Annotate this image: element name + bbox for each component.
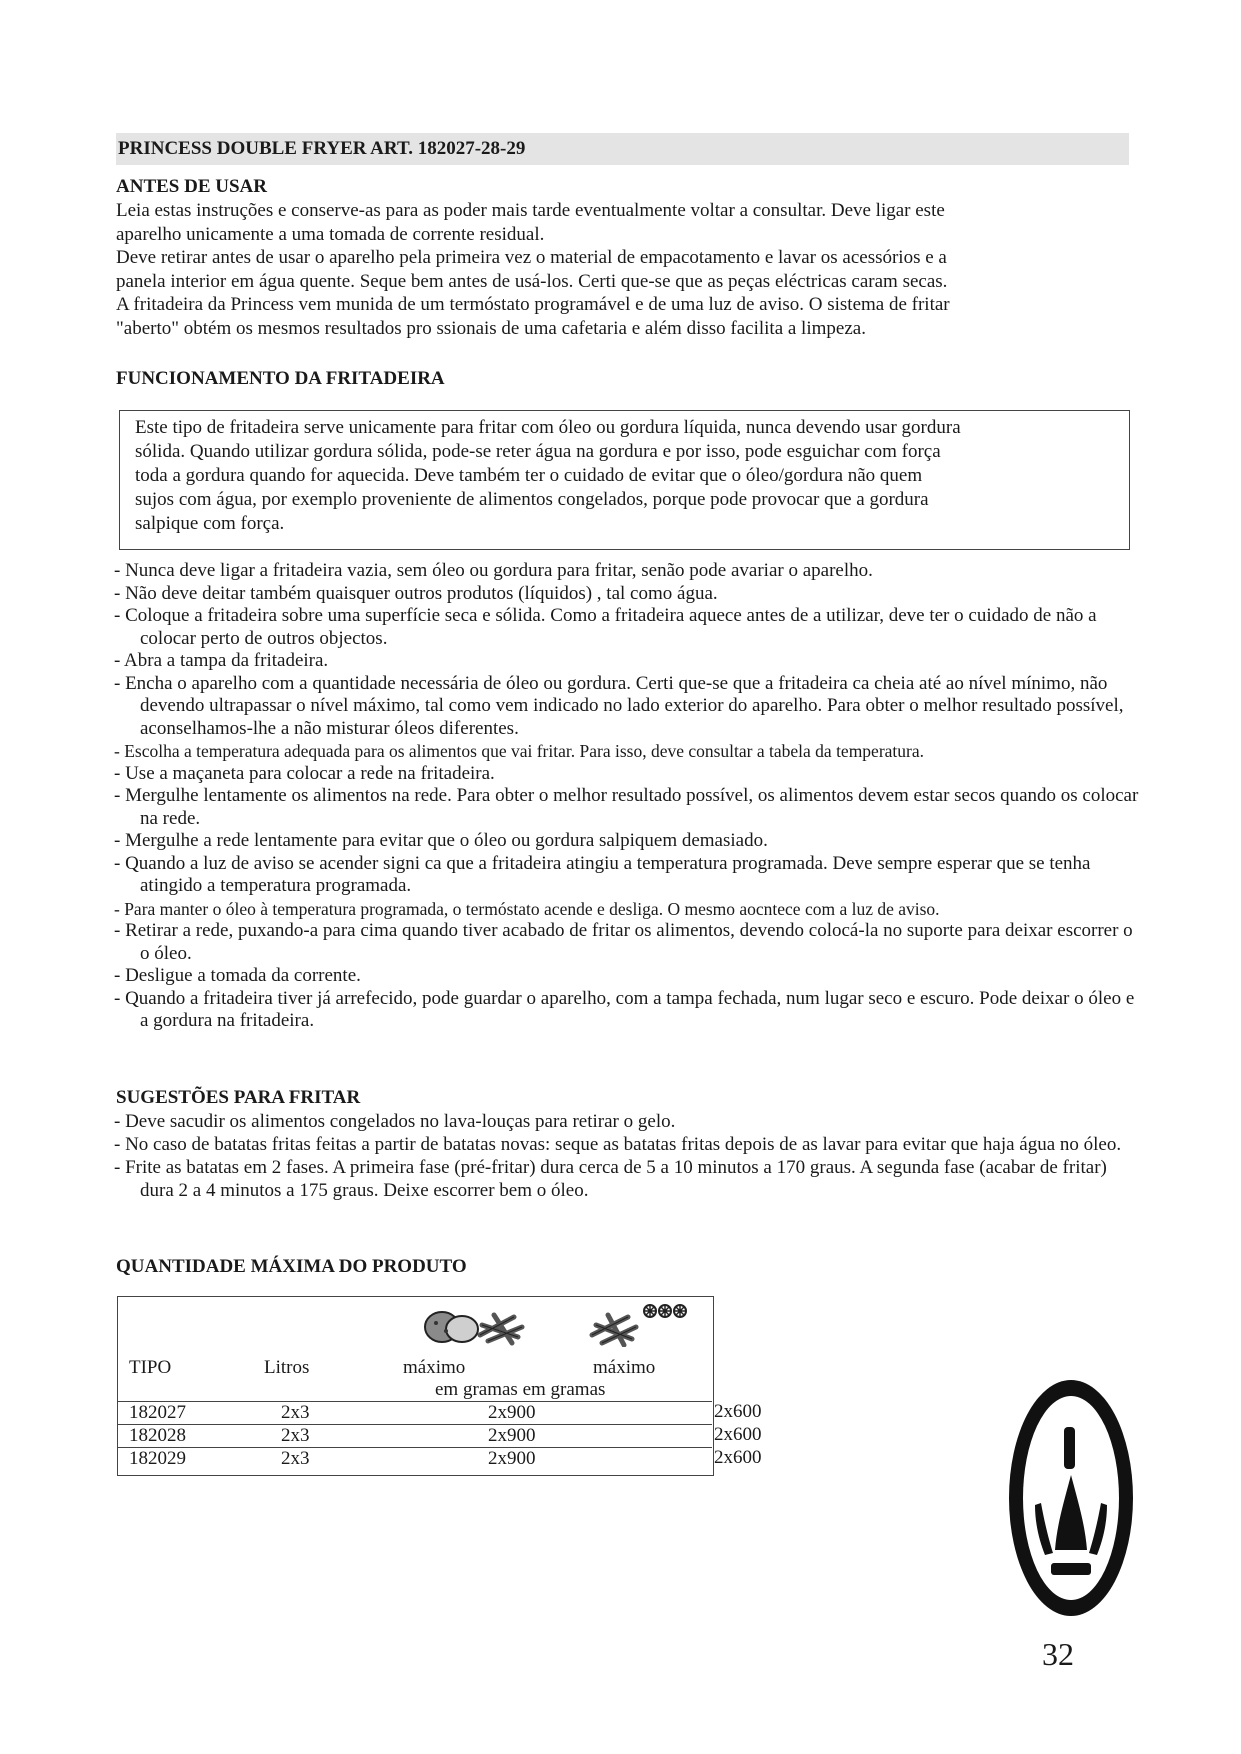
list-item: - Deve sacudir os alimentos congelados no lava-louças para retirar o gelo. xyxy=(114,1111,676,1132)
section-heading-funcionamento: FUNCIONAMENTO DA FRITADEIRA xyxy=(116,368,445,389)
col-header-max-frozen: máximo xyxy=(593,1357,656,1378)
page-number: 32 xyxy=(1042,1636,1074,1672)
princess-crown-logo-icon xyxy=(1005,1375,1137,1621)
frozen-fries-icon xyxy=(588,1299,688,1347)
list-item: - Frite as batatas em 2 fases. A primeira fase (pré-fritar) dura cerca de 5 a 10 minutos a 170 graus. A segunda fase (acabar de fritar) dura 2 a 4 minutos a 175 graus. Deixe escorrer bem o óleo. xyxy=(114,1157,1107,1201)
table-cell-tipo: 182029 xyxy=(129,1448,186,1469)
text-line: A fritadeira da Princess vem munida de um termóstato programável e de uma luz de aviso. O sistema de fritar xyxy=(116,294,950,315)
list-item: - Coloque a fritadeira sobre uma superfície seca e sólida. Como a fritadeira aquece antes de a utilizar, deve ter o cuidado de não a colocar perto de outros objectos. xyxy=(114,605,1097,649)
list-item: - Quando a fritadeira tiver já arrefecido, pode guardar o aparelho, com a tampa fechada, num lugar seco e escuro. Pode deixar o óleo e a gordura na fritadeira. xyxy=(114,987,1135,1031)
text-line: sólida. Quando utilizar gordura sólida, pode-se reter água na gordura e por isso, pode esguichar com força xyxy=(135,441,941,462)
table-cell-fresh: 2x900 xyxy=(488,1448,536,1469)
list-item: - Retirar a rede, puxando-a para cima quando tiver acabado de fritar os alimentos, devendo colocá-la no suporte para deixar escorrer o o óleo. xyxy=(114,920,1133,964)
col-header-litros: Litros xyxy=(264,1357,310,1378)
text-line: toda a gordura quando for aquecida. Deve também ter o cuidado de evitar que o óleo/gordura não quem xyxy=(135,465,923,486)
list-item: - Não deve deitar também quaisquer outros produtos (líquidos) , tal como água. xyxy=(114,582,718,604)
text-line: Deve retirar antes de usar o aparelho pela primeira vez o material de empacotamento e lavar os acessórios e a xyxy=(116,247,947,268)
table-cell-litros: 2x3 xyxy=(281,1425,310,1446)
warning-box xyxy=(119,410,1130,550)
section-heading-sugestoes: SUGESTÕES PARA FRITAR xyxy=(116,1087,361,1108)
table-cell-litros: 2x3 xyxy=(281,1448,310,1469)
col-header-unit: em gramas em gramas xyxy=(435,1379,606,1400)
col-header-max-fresh: máximo xyxy=(403,1357,466,1378)
list-item: - Mergulhe lentamente os alimentos na rede. Para obter o melhor resultado possível, os alimentos devem estar secos quando os colocar na rede. xyxy=(114,785,1139,829)
fresh-potatoes-icon xyxy=(422,1305,544,1347)
table-cell-tipo: 182027 xyxy=(129,1402,186,1423)
col-header-tipo: TIPO xyxy=(129,1357,172,1378)
list-item: - Escolha a temperatura adequada para os alimentos que vai fritar. Para isso, deve consultar a tabela da temperatura. xyxy=(114,741,924,761)
text-line: sujos com água, por exemplo proveniente de alimentos congelados, porque pode provocar que a gordura xyxy=(135,489,929,510)
table-cell-frozen: 2x600 xyxy=(714,1447,762,1468)
instructions-list xyxy=(114,560,1144,1033)
list-item: - Encha o aparelho com a quantidade necessária de óleo ou gordura. Certi que-se que a fritadeira ca cheia até ao nível mínimo, não devendo ultrapassar o nível máximo, tal como vem indicado no lado exterior do aparelho. Para obter o melhor resultado possível, aconselhamos-lhe a não misturar óleos diferentes. xyxy=(114,672,1124,739)
table-cell-fresh: 2x900 xyxy=(488,1402,536,1423)
list-item: - No caso de batatas fritas feitas a partir de batatas novas: seque as batatas fritas depois de as lavar para evitar que haja água no óleo. xyxy=(114,1134,1122,1155)
text-line: Este tipo de fritadeira serve unicamente para fritar com óleo ou gordura líquida, nunca devendo usar gordura xyxy=(135,417,961,438)
list-item: - Abra a tampa da fritadeira. xyxy=(114,650,329,671)
antes-paragraph xyxy=(116,199,1136,340)
text-line: aparelho unicamente a uma tomada de corrente residual. xyxy=(116,223,545,245)
text-line: "aberto" obtém os mesmos resultados pro ssionais de uma cafetaria e além disso facilita a limpeza. xyxy=(116,317,866,339)
table-divider xyxy=(118,1401,712,1402)
table-divider xyxy=(118,1447,712,1448)
suggestions-list xyxy=(114,1110,1144,1202)
quantity-table xyxy=(117,1296,714,1476)
table-cell-frozen: 2x600 xyxy=(714,1401,762,1422)
list-item: - Use a maçaneta para colocar a rede na fritadeira. xyxy=(114,762,495,784)
list-item: - Para manter o óleo à temperatura programada, o termóstato acende e desliga. O mesmo aocntece com a luz de aviso. xyxy=(114,898,940,919)
list-item: - Mergulhe a rede lentamente para evitar que o óleo ou gordura salpiquem demasiado. xyxy=(114,830,768,851)
table-cell-fresh: 2x900 xyxy=(488,1425,536,1446)
table-cell-tipo: 182028 xyxy=(129,1425,186,1446)
table-divider xyxy=(118,1424,712,1425)
page-title: PRINCESS DOUBLE FRYER ART. 182027-28-29 xyxy=(116,133,1129,165)
list-item: - Quando a luz de aviso se acender signi ca que a fritadeira atingiu a temperatura programada. Deve sempre esperar que se tenha atingido a temperatura programada. xyxy=(114,852,1091,896)
section-heading-quantidade: QUANTIDADE MÁXIMA DO PRODUTO xyxy=(116,1256,467,1277)
table-cell-litros: 2x3 xyxy=(281,1402,310,1423)
list-item: - Desligue a tomada da corrente. xyxy=(114,965,361,986)
table-cell-frozen: 2x600 xyxy=(714,1424,762,1445)
text-line: salpique com força. xyxy=(135,513,285,534)
list-item: - Nunca deve ligar a fritadeira vazia, sem óleo ou gordura para fritar, senão pode avariar o aparelho. xyxy=(114,560,873,581)
text-line: panela interior em água quente. Seque bem antes de usá-los. Certi que-se que as peças eléctricas caram secas. xyxy=(116,270,948,292)
section-heading-antes: ANTES DE USAR xyxy=(116,176,267,197)
text-line: Leia estas instruções e conserve-as para as poder mais tarde eventualmente voltar a consultar. Deve ligar este xyxy=(116,200,945,221)
